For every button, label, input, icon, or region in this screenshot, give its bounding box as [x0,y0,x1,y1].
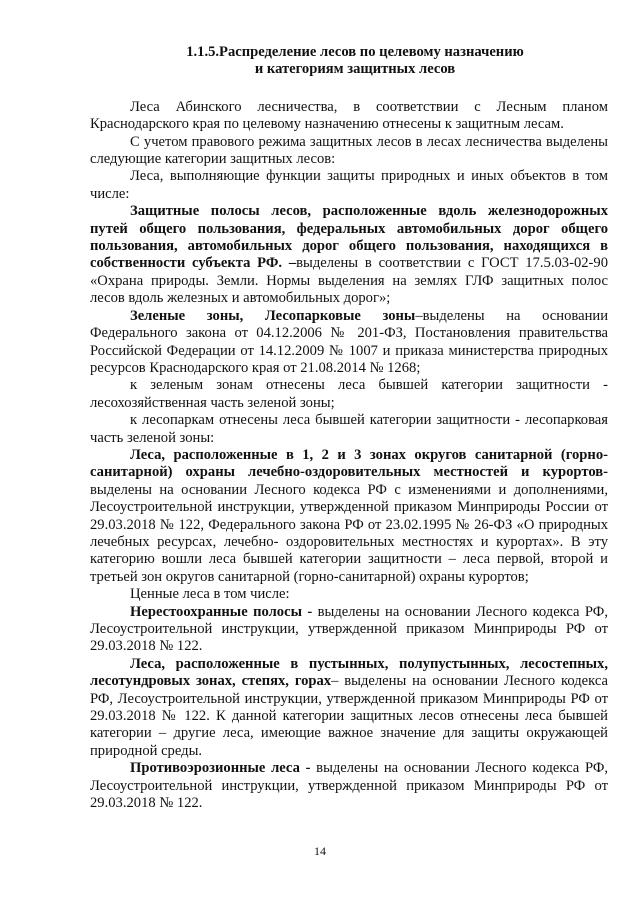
term-bold: Леса, расположенные в пустынных, полупустынных, лесостепных, лесотундровых зонах, степях, горах [90,655,608,690]
paragraph-intro: Леса Абинского лесничества, в соответствии с Лесным планом Краснодарского края по целевому назначению отнесены к защитным лесам. [90,98,608,133]
term-bold: Противоэрозионные леса - [130,760,311,777]
paragraph-protection-functions: Леса, выполняющие функции защиты природных и иных объектов в том числе: [90,168,608,202]
section-heading [90,44,608,79]
page-number: 14 [314,844,326,858]
paragraph-green-zones: Зеленые зоны, Лесопарковые зоны–выделены на основании Федерального закона от 04.12.2006 № 201-ФЗ, Постановления правительства Российской Федерации от 14.12.2009 № 1007 и приказа министерства природных ресурсов Краснодарского края от 21.08.2014 № 1268; [90,307,608,376]
paragraph-road-protective-strips: Защитные полосы лесов, расположенные вдоль железнодорожных путей общего пользования, федеральных автомобильных дорог общего пользования, автомобильных дорог общего пользования, находящихся в собственности субъекта РФ. –выделены в соответствии с ГОСТ 17.5.03-02-90 «Охрана природы. Земли. Нормы выделения на землях ГЛФ защитных полос лесов вдоль железных и автомобильных дорог»; [90,203,608,307]
term-bold: Защитные полосы лесов, расположенные вдоль железнодорожных путей общего пользования, федеральных автомобильных дорог общего пользования, автомобильных дорог общего пользования, находящихся в собственности субъекта РФ. – [90,203,608,272]
term-bold: Нерестоохранные полосы - [130,603,313,620]
paragraph-desert-steppe-forests: Леса, расположенные в пустынных, полупустынных, лесостепных, лесотундровых зонах, степях, горах– выделены на основании Лесного кодекса РФ, Лесоустроительной инструкции, утвержденной приказом Минприроды РФ от 29.03.2018 № 122. К данной категории защитных лесов отнесены леса бывшей категории – другие леса, имеющие важное значение для защиты окружающей природной среды. [90,655,609,759]
paragraph-spawning-protection: Нерестоохранные полосы - выделены на основании Лесного кодекса РФ, Лесоустроительной инструкции, утвержденной приказом Минприроды РФ от 29.03.2018 № 122. [90,603,608,655]
paragraph-green-zones-forestry: к зеленым зонам отнесены леса бывшей категории защитности - лесохозяйственная часть зеленой зоны; [90,377,608,411]
term-bold: Зеленые зоны, Лесопарковые зоны [130,307,416,324]
paragraph-categories-intro: С учетом правового режима защитных лесов в лесах лесничества выделены следующие категории защитных лесов: [90,133,608,168]
paragraph-valuable-forests: Ценные леса в том числе: [130,586,290,603]
term-bold: Леса, расположенные в 1, 2 и 3 зонах округов санитарной (горно-санитарной) охраны лечебно-оздоровительных местностей и курортов- [90,446,608,481]
paragraph-anti-erosion: Противоэрозионные леса - выделены на основании Лесного кодекса РФ, Лесоустроительной инструкции, утвержденной приказом Минприроды РФ от 29.03.2018 № 122. [90,760,608,812]
document-page [90,44,608,812]
paragraph-sanitary-zones: Леса, расположенные в 1, 2 и 3 зонах округов санитарной (горно-санитарной) охраны лечебно-оздоровительных местностей и курортов- выделены на основании Лесного кодекса РФ с изменениями и дополнениями, Лесоустроительной инструкции, утвержденной приказом Минприроды России от 29.03.2018 № 122, Федерального закона РФ от 23.02.1995 № 26-ФЗ «О природных лечебных ресурсах, лечебно- оздоровительных местностях и курортах». В эту категорию вошли леса бывшей категории защитности – леса первой, второй и третьей зон округов санитарной (горно-санитарной) охраны курортов; [90,446,608,585]
heading-line-2: и категориям защитных лесов [254,61,456,78]
heading-line-1: 1.1.5.Распределение лесов по целевому назначению [186,44,524,60]
paragraph-forest-parks: к лесопаркам отнесены леса бывшей категории защитности - лесопарковая часть зеленой зоны: [90,412,608,446]
